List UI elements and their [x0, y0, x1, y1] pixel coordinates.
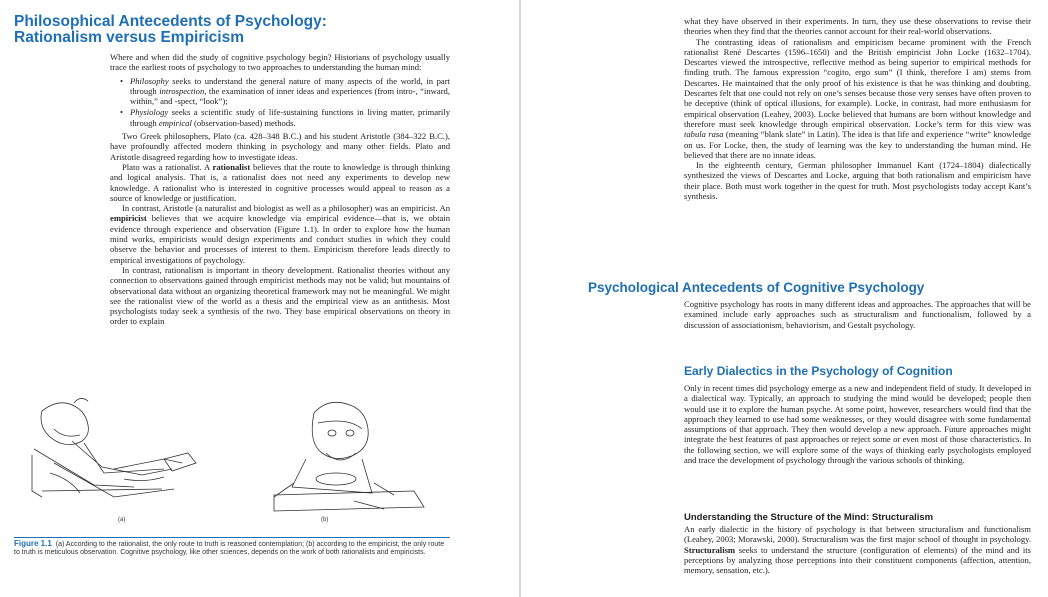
section-heading-rationalism — [14, 14, 327, 46]
paragraph-descartes-locke: The contrasting ideas of rationalism and empiricism became prominent with the French rationalist René Descartes (1596–1650) and the British empiricist John Locke (1632–1704). Descartes viewed the introspective, reflective method as being superior to empirical methods for finding truth. The famous expression “cogito, ergo sum” (I think, therefore I am) stems from Descartes. He maintained that the only proof of his existence is that he was thinking and doubting. Descartes felt that one could not rely on one’s senses because those very senses have often proven to be deceptive (think of optical illusions, for example). Locke, in contrast, had more enthusiasm for empirical observation (Leahey, 2003). Locke believed that humans are born without knowledge and therefore must seek knowledge through empirical observation. Locke’s term for this view was tabula rasa (meaning “blank slate” in Latin). The idea is that life and experience “write” knowledge on us. For Locke, then, the study of learning was the key to understanding the human mind. He believed that there are no innate ideas. — [684, 36, 1031, 160]
term-tabula-rasa: tabula rasa — [684, 129, 724, 140]
term-rationalist: rationalist — [212, 161, 251, 172]
section-heading-antecedents: Psychological Antecedents of Cognitive Psychology — [588, 280, 925, 295]
right-body-middle — [684, 299, 1031, 330]
subsection-heading-dialectics: Early Dialectics in the Psychology of Cognition — [684, 364, 953, 378]
paragraph-continued: what they have observed in their experiments. In turn, they use these observations to revise their theories when they find that the theories cannot account for their real-world observations. — [684, 16, 1031, 37]
right-body-top — [684, 16, 1031, 201]
heading-line-1: Philosophical Antecedents of Psychology: — [14, 13, 327, 30]
empiricist-illustration — [274, 402, 424, 511]
bullet-physiology: • Physiology seeks a scientific study of life-sustaining functions in living matter, primarily through empirical (observation-based) methods. — [120, 107, 450, 128]
paragraph-structuralism: An early dialectic in the history of psychology is that between structuralism and functionalism (Leahey, 2003; Morawski, 2000). Structuralism was the first major school of thought in psychology. Structuralism seeks to understand the structure (configuration of elements) of the mind and its perceptions by analyzing those perceptions into their constituent components (affection, attention, memory, sensation, etc.). — [684, 524, 1031, 576]
right-body-structuralism — [684, 524, 1031, 575]
rationalist-illustration — [32, 398, 196, 497]
paragraph-dialectics: Only in recent times did psychology emerge as a new and independent field of study. It developed in a dialectical way. Typically, an approach to studying the mind would be developed; people then would use it to explore the human psyche. At some point, however, researchers would find that the approach they learned to use had some weaknesses, or they would disagree with some fundamental assumptions of that approach. They then would develop a new approach. Future approaches might integrate the best features of past approaches or reject some or even most of those characteristics. In the following section, we will explore some of the ways of thinking early psychologists employed and trace the development of psychology through the various schools of thinking. — [684, 383, 1031, 466]
term-structuralism: Structuralism — [684, 544, 736, 555]
term-empiricist: empiricist — [110, 213, 147, 224]
right-body-dialectics — [684, 383, 1031, 465]
bullet-philosophy: • Philosophy seeks to understand the general nature of many aspects of the world, in part through introspection, the examination of inner ideas and experiences (from intro-, “inward, within,” and -spect, “look”); — [120, 76, 450, 107]
paragraph-plato-aristotle: Two Greek philosophers, Plato (ca. 428–348 B.C.) and his student Aristotle (384–322 B.C.), have profoundly affected modern thinking in psychology and many other fields. Plato and Aristotle disagreed regarding how to investigate ideas. — [110, 131, 450, 162]
bullet-list — [110, 76, 450, 128]
figure-caption — [14, 537, 450, 558]
right-page — [521, 0, 1048, 597]
heading-line-2: Rationalism versus Empiricism — [14, 29, 245, 46]
paragraph-empiricist: In contrast, Aristotle (a naturalist and biologist as well as a philosopher) was an empiricist. An empiricist believes that we acquire knowledge via empirical evidence—that is, we obtain evidence through experience and observation (Figure 1.1). In order to explore how the human mind works, empiricists would design experiments and conduct studies in which they could observe the behavior and processes of interest to them. Empiricism therefore leads directly to empirical investigations of psychology. — [110, 203, 450, 265]
subsubsection-heading-structuralism: Understanding the Structure of the Mind: Structuralism — [684, 512, 934, 523]
figure-caption-text: (a) According to the rationalist, the only route to truth is reasoned contemplation; (b) according to the empiricist, the only route to truth is meticulous observation. Cognitive psychology, like other sciences, depends on the work of both rationalists and empiricists. — [14, 541, 445, 557]
paragraph-rationalist: Plato was a rationalist. A rationalist believes that the route to knowledge is through thinking and logical analysis. That is, a rationalist does not need any experiments to develop new knowledge. A rationalist who is interested in cognitive processes would appeal to reason as a source of knowledge or justification. — [110, 161, 450, 203]
intro-paragraph: Where and when did the study of cognitive psychology begin? Historians of psychology usually trace the earliest roots of psychology to two approaches to understanding the human mind: — [110, 52, 450, 73]
figure-illustration — [14, 383, 450, 523]
paragraph-kant: In the eighteenth century, German philosopher Immanuel Kant (1724–1804) dialectically synthesized the views of Descartes and Locke, arguing that both rationalism and empiricism have their place. Both must work together in the quest for truth. Most psychologists today accept Kant’s synthesis. — [684, 160, 1031, 202]
figure-label-a: (a) — [118, 517, 126, 523]
figure-1-1 — [14, 383, 450, 523]
paragraph-synthesis: In contrast, rationalism is important in theory development. Rationalist theories without any connection to observations gained through empiricist methods may not be valid; but mountains of observational data without an organizing theoretical framework may not be meaningful. We might see the rationalist view of the world as a thesis and the empirical view as an antithesis. Most psychologists today seek a synthesis of the two. They base empirical observations on theory in order to explain — [110, 264, 450, 327]
paragraph-roots: Cognitive psychology has roots in many different ideas and approaches. The approaches that will be examined include early approaches such as structuralism and functionalism, followed by a discussion of associationism, behaviorism, and Gestalt psychology. — [684, 299, 1031, 330]
left-body — [110, 52, 450, 327]
figure-number: Figure 1.1 — [14, 539, 52, 548]
left-page — [0, 0, 519, 597]
figure-label-b: (b) — [321, 517, 329, 523]
